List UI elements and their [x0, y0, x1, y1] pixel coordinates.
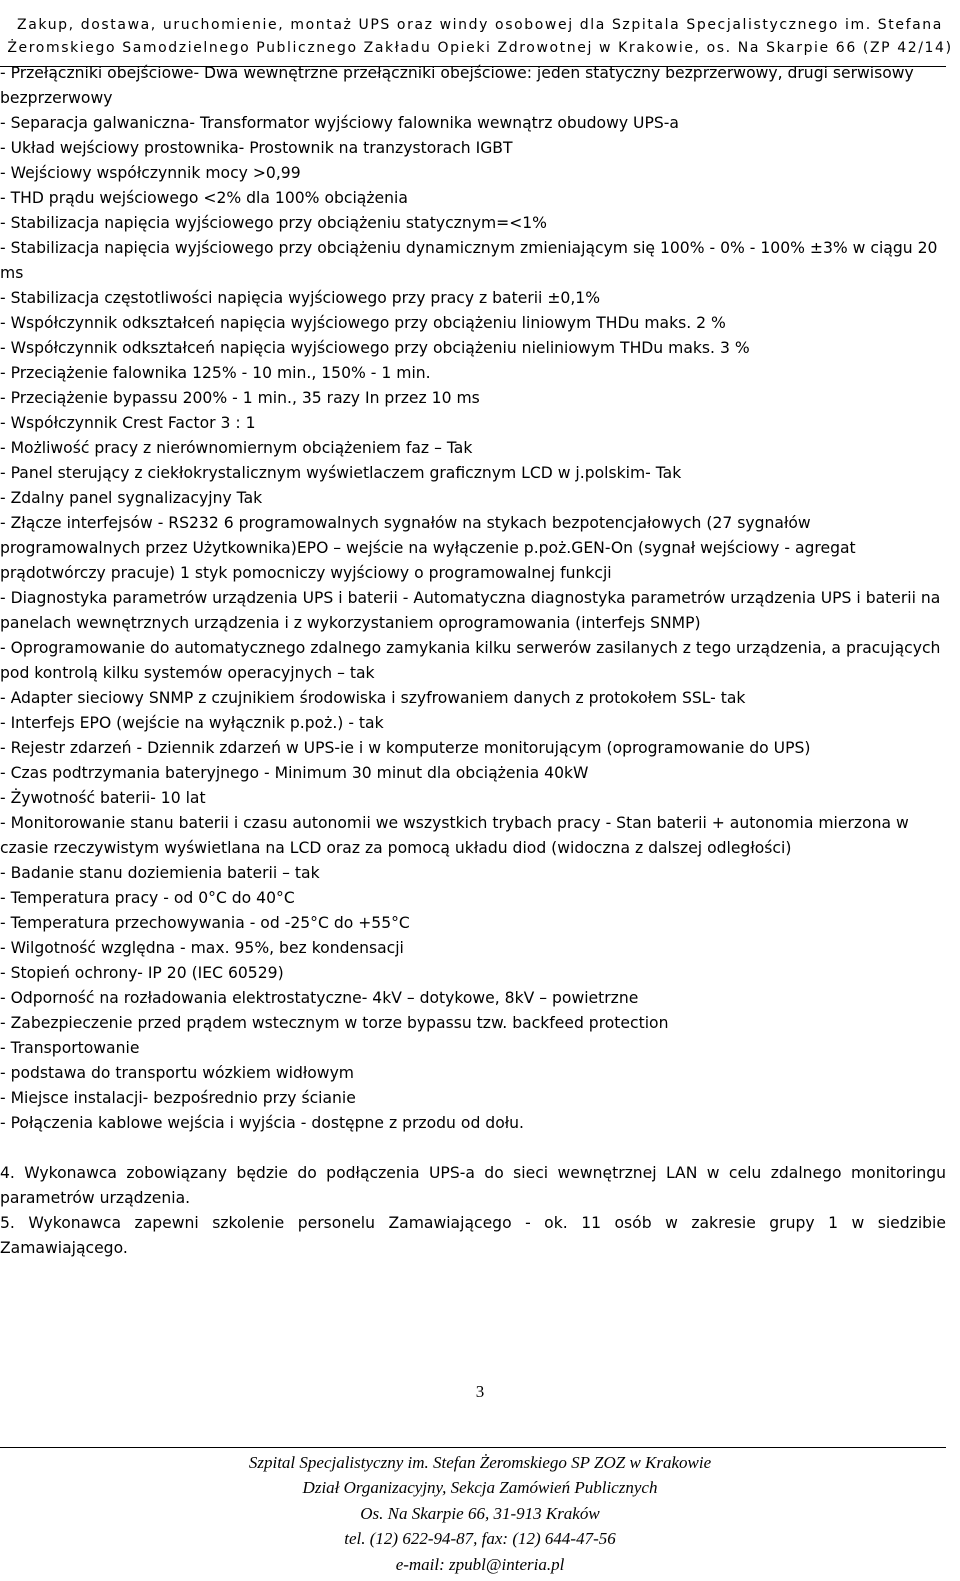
- spec-item: - Separacja galwaniczna- Transformator wyjściowy falownika wewnątrz obudowy UPS-a: [0, 114, 679, 132]
- spec-item: - Temperatura pracy - od 0°C do 40°C: [0, 889, 295, 907]
- spec-item: - Rejestr zdarzeń - Dziennik zdarzeń w UPS-ie i w komputerze monitorującym (oprogramowanie do UPS): [0, 739, 811, 757]
- numbered-item-5: 5. Wykonawca zapewni szkolenie personelu Zamawiającego - ok. 11 osób w zakresie grupy 1 w siedzibie Zamawiającego.: [0, 1214, 946, 1257]
- spec-item: - Współczynnik odkształceń napięcia wyjściowego przy obciążeniu liniowym THDu maks. 2 %: [0, 314, 726, 332]
- spec-item: - Stopień ochrony- IP 20 (IEC 60529): [0, 964, 284, 982]
- page-number: 3: [475, 1382, 485, 1401]
- spec-item: - Transportowanie: [0, 1039, 140, 1057]
- spec-item: - Układ wejściowy prostownika- Prostownik na tranzystorach IGBT: [0, 139, 513, 157]
- spec-item: - Oprogramowanie do automatycznego zdalnego zamykania kilku serwerów zasilanych z tego urządzenia, a pracujących pod kontrolą kilku systemów operacyjnych – tak: [0, 639, 941, 682]
- header-line-2: Żeromskiego Samodzielnego Publicznego Zakładu Opieki Zdrowotnej w Krakowie, os. Na Skarpie 66 (ZP 42/14): [7, 40, 953, 56]
- spec-item: - Monitorowanie stanu baterii i czasu autonomii we wszystkich trybach pracy - Stan baterii + autonomia mierzona w czasie rzeczywistym wyświetlana na LCD oraz za pomocą układu diod (widoczna z dalszej odległości): [0, 814, 909, 857]
- spec-item: - Badanie stanu doziemienia baterii – tak: [0, 864, 320, 882]
- page-header: [0, 14, 960, 60]
- spec-item: - Możliwość pracy z nierównomiernym obciążeniem faz – Tak: [0, 439, 473, 457]
- spec-item: - Panel sterujący z ciekłokrystalicznym wyświetlaczem graficznym LCD w j.polskim- Tak: [0, 464, 682, 482]
- document-body: [0, 61, 946, 1261]
- spec-item: - Współczynnik odkształceń napięcia wyjściowego przy obciążeniu nieliniowym THDu maks. 3 %: [0, 339, 750, 357]
- spec-item: - podstawa do transportu wózkiem widłowym: [0, 1064, 354, 1082]
- spec-item: - Diagnostyka parametrów urządzenia UPS i baterii - Automatyczna diagnostyka parametrów urządzenia UPS i baterii na panelach wewnętrznych urządzenia i z wykorzystaniem oprogramowania (interfejs SNMP): [0, 589, 941, 632]
- spec-item: - Stabilizacja napięcia wyjściowego przy obciążeniu dynamicznym zmieniającym się 100% - 0% - 100% ±3% w ciągu 20 ms: [0, 239, 938, 282]
- numbered-item-4: 4. Wykonawca zobowiązany będzie do podłączenia UPS-a do sieci wewnętrznej LAN w celu zdalnego monitoringu parametrów urządzenia.: [0, 1164, 946, 1207]
- footer-email: e-mail: zpubl@interia.pl: [395, 1554, 565, 1574]
- spec-item: - Wilgotność względna - max. 95%, bez kondensacji: [0, 939, 404, 957]
- footer-address: Os. Na Skarpie 66, 31-913 Kraków: [360, 1503, 600, 1523]
- spec-list: [0, 61, 946, 1136]
- spec-item: - Przeciążenie falownika 125% - 10 min., 150% - 1 min.: [0, 364, 431, 382]
- spec-item: - Przeciążenie bypassu 200% - 1 min., 35 razy In przez 10 ms: [0, 389, 480, 407]
- paragraph-gap: [0, 1136, 946, 1161]
- footer-department: Dział Organizacyjny, Sekcja Zamówień Publicznych: [302, 1478, 658, 1498]
- header-line-1: Zakup, dostawa, uruchomienie, montaż UPS oraz windy osobowej dla Szpitala Specjalistycznego im. Stefana: [17, 17, 943, 33]
- spec-item: - Połączenia kablowe wejścia i wyjścia - dostępne z przodu od dołu.: [0, 1114, 525, 1132]
- spec-item: - Temperatura przechowywania - od -25°C do +55°C: [0, 914, 410, 932]
- spec-item: - Odporność na rozładowania elektrostatyczne- 4kV – dotykowe, 8kV – powietrzne: [0, 989, 639, 1007]
- spec-item: - Stabilizacja częstotliwości napięcia wyjściowego przy pracy z baterii ±0,1%: [0, 289, 601, 307]
- footer-institution: Szpital Specjalistyczny im. Stefan Żeromskiego SP ZOZ w Krakowie: [248, 1453, 712, 1472]
- spec-item: - Wejściowy współczynnik mocy >0,99: [0, 164, 301, 182]
- spec-item: - Czas podtrzymania bateryjnego - Minimum 30 minut dla obciążenia 40kW: [0, 764, 589, 782]
- spec-item: - Stabilizacja napięcia wyjściowego przy obciążeniu statycznym=<1%: [0, 214, 547, 232]
- footer-divider: [0, 1447, 946, 1448]
- spec-item: - Żywotność baterii- 10 lat: [0, 789, 206, 807]
- spec-item: - Współczynnik Crest Factor 3 : 1: [0, 414, 256, 432]
- spec-item: - Przełączniki obejściowe- Dwa wewnętrzne przełączniki obejściowe: jeden statyczny bezprzerwowy, drugi serwisowy bezprzerwowy: [0, 64, 914, 107]
- spec-item: - Zabezpieczenie przed prądem wstecznym w torze bypassu tzw. backfeed protection: [0, 1014, 669, 1032]
- page-footer: [0, 1450, 960, 1577]
- spec-item: - Adapter sieciowy SNMP z czujnikiem środowiska i szyfrowaniem danych z protokołem SSL- tak: [0, 689, 746, 707]
- spec-item: - THD prądu wejściowego <2% dla 100% obciążenia: [0, 189, 408, 207]
- spec-item: - Miejsce instalacji- bezpośrednio przy ścianie: [0, 1089, 356, 1107]
- spec-item: - Złącze interfejsów - RS232 6 programowalnych sygnałów na stykach bezpotencjałowych (27 sygnałów programowalnych przez Użytkownika)EPO – wejście na wyłączenie p.poż.GEN-On (sygnał wejściowy - agregat prądotwórczy pracuje) 1 styk pomocniczy wyjściowy o programowalnej funkcji: [0, 514, 856, 582]
- spec-item: - Zdalny panel sygnalizacyjny Tak: [0, 489, 263, 507]
- spec-item: - Interfejs EPO (wejście na wyłącznik p.poż.) - tak: [0, 714, 384, 732]
- footer-phone-fax: tel. (12) 622-94-87, fax: (12) 644-47-56: [344, 1529, 616, 1549]
